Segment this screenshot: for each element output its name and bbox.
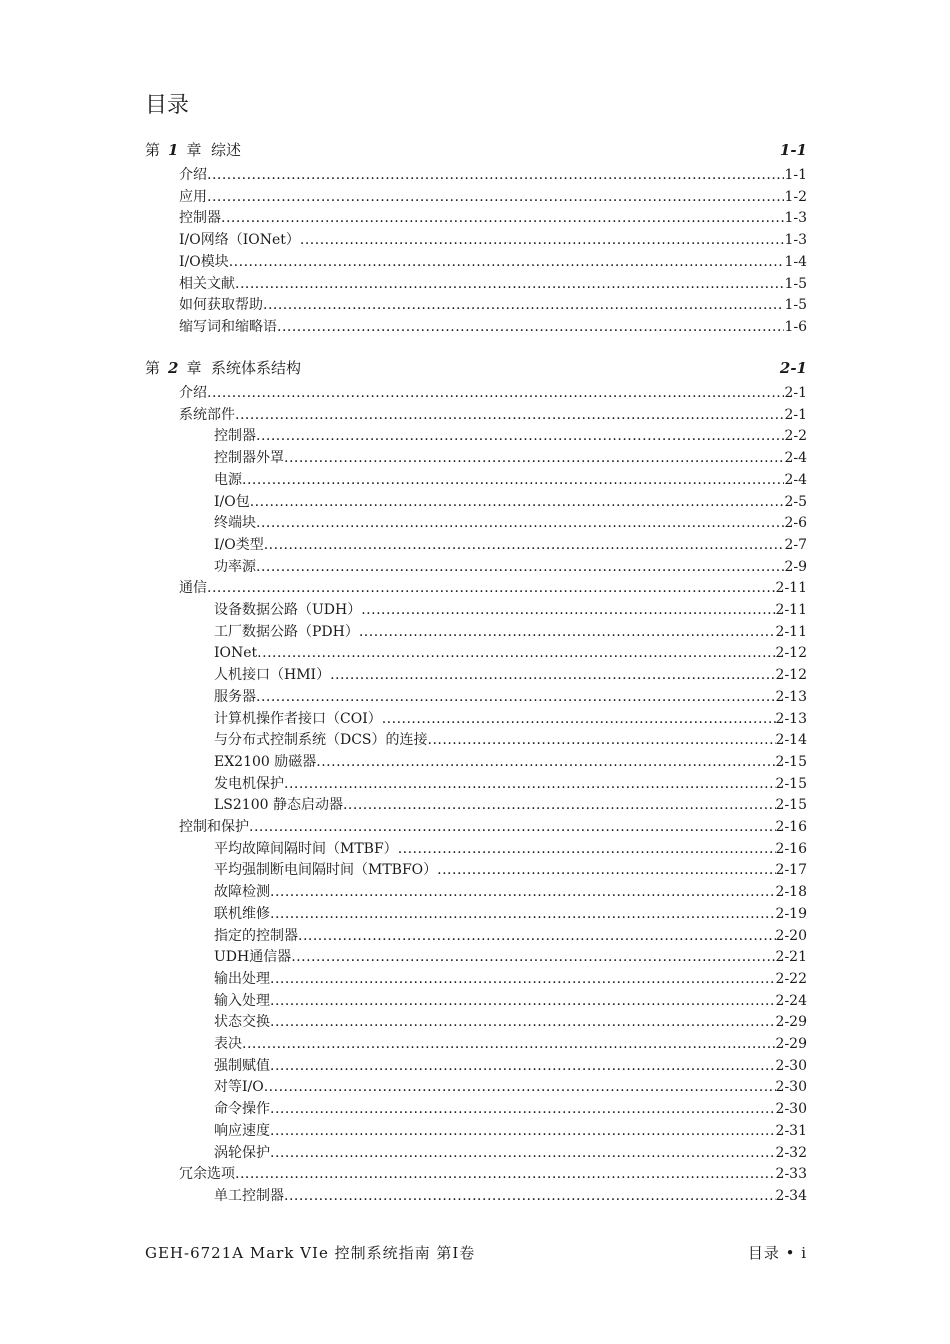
toc-entry[interactable] — [214, 643, 807, 664]
toc-entry-page: 2-29 — [775, 1036, 807, 1052]
dot-leader — [207, 578, 776, 599]
toc-entry-page: 2-24 — [775, 992, 807, 1009]
toc-entry-page: 2-32 — [775, 1144, 807, 1161]
toc-entry[interactable] — [214, 860, 807, 881]
dot-leader — [316, 752, 775, 773]
toc-entry-page: 2-7 — [784, 536, 807, 553]
toc-entry-title: 输入处理 — [214, 992, 270, 1009]
dot-leader — [257, 643, 775, 664]
toc-entry-page: 2-1 — [784, 406, 807, 423]
toc-entry-page: 2-13 — [775, 710, 807, 727]
dot-leader — [229, 252, 785, 273]
toc-entry[interactable] — [214, 709, 807, 730]
toc-entry-page: 2-34 — [775, 1187, 807, 1204]
toc-entry-page: 2-14 — [775, 732, 807, 749]
dot-leader — [270, 1012, 776, 1033]
toc-entry-title: 指定的控制器 — [214, 927, 298, 944]
footer-page-number: 目录 • i — [747, 1244, 807, 1262]
dot-leader — [270, 991, 776, 1012]
dot-leader — [300, 230, 785, 251]
toc-entry-title: 如何获取帮助 — [179, 297, 263, 314]
toc-entry-page: 1-4 — [784, 253, 807, 270]
toc-entry-title: 与分布式控制系统（DCS）的连接 — [214, 732, 428, 749]
toc-entry-title: 故障检测 — [214, 884, 270, 901]
toc-entry-title: EX2100 励磁器 — [214, 753, 317, 770]
chapter-label — [145, 357, 301, 379]
toc-entry-title: 系统部件 — [179, 406, 235, 423]
toc-entry[interactable] — [179, 383, 807, 404]
toc-entry-title: 输出处理 — [214, 970, 270, 987]
toc-entry-page: 2-20 — [775, 927, 807, 944]
dot-leader — [270, 969, 776, 990]
toc-entry-title: 设备数据公路（UDH） — [214, 602, 362, 618]
toc-entry-title: I/O网络（IONet） — [179, 232, 300, 249]
toc-entry[interactable] — [214, 1143, 807, 1164]
dot-leader — [270, 882, 776, 903]
toc-entry-title: 发电机保护 — [214, 775, 284, 792]
toc-entry-page: 2-21 — [775, 949, 807, 966]
toc-entry[interactable] — [214, 665, 807, 686]
toc-entry-page: 2-11 — [775, 602, 807, 618]
toc-entry-page: 1-1 — [784, 167, 807, 183]
toc-entry-page: 2-15 — [775, 775, 807, 792]
toc-entry-title: 应用 — [179, 188, 207, 205]
toc-entry-title: 冗余选项 — [179, 1166, 235, 1183]
toc-entry[interactable] — [214, 1034, 807, 1055]
toc-entry-page: 1-5 — [784, 297, 807, 314]
toc-entry[interactable] — [214, 1012, 807, 1033]
toc-entry-title: I/O包 — [214, 493, 250, 510]
dot-leader — [256, 426, 784, 447]
toc-entry-page: 2-31 — [775, 1122, 807, 1139]
toc-entry-page: 1-3 — [784, 232, 807, 249]
dot-leader — [221, 208, 784, 229]
toc-entry[interactable] — [214, 1121, 807, 1142]
toc-entry-page: 2-16 — [775, 819, 807, 835]
dot-leader — [284, 1186, 776, 1207]
toc-entry-title: 命令操作 — [214, 1101, 270, 1118]
dot-leader — [235, 274, 784, 295]
toc-entry-page: 2-11 — [775, 623, 807, 640]
dot-leader — [207, 383, 784, 404]
toc-entry-page: 2-4 — [784, 471, 807, 488]
dot-leader — [343, 795, 776, 816]
chapter-prefix: 第 — [145, 141, 161, 159]
toc-entry-page: 2-9 — [784, 558, 807, 575]
dot-leader — [428, 730, 776, 751]
toc-title: 目录 — [145, 93, 190, 118]
dot-leader — [242, 470, 784, 491]
chapter-title: 章 综述 — [186, 141, 241, 159]
chapter-prefix: 第 — [145, 359, 161, 377]
chapter-page-number: 1-1 — [779, 141, 807, 159]
toc-entry[interactable] — [179, 252, 807, 273]
footer-document-title: GEH-6721A Mark VIe 控制系统指南 第I卷 — [145, 1244, 476, 1262]
dot-leader — [382, 709, 776, 730]
toc-entry-page: 2-12 — [775, 667, 807, 684]
toc-entry-title: 服务器 — [214, 688, 256, 705]
toc-entry-title: I/O模块 — [179, 253, 229, 270]
dot-leader — [235, 1164, 776, 1185]
toc-entry[interactable] — [214, 535, 807, 556]
toc-entry-title: 介绍 — [179, 385, 207, 401]
toc-entry[interactable] — [214, 492, 807, 513]
toc-entry[interactable] — [214, 904, 807, 925]
toc-entry-title: 控制器 — [214, 428, 256, 445]
toc-entry[interactable] — [214, 448, 807, 469]
toc-entry-page: 1-6 — [784, 318, 807, 335]
toc-entry[interactable] — [179, 578, 807, 599]
toc-entry-title: 人机接口（HMI） — [214, 667, 331, 684]
toc-entry-title: 介绍 — [179, 167, 207, 183]
toc-entry[interactable] — [179, 208, 807, 229]
toc-entry[interactable] — [214, 600, 807, 621]
toc-entry-title: 对等I/O — [214, 1079, 264, 1096]
toc-entry-title: 终端块 — [214, 515, 256, 532]
toc-entry-title: 电源 — [214, 471, 242, 488]
dot-leader — [207, 187, 784, 208]
toc-entry[interactable] — [214, 839, 807, 860]
toc-entry-title: 联机维修 — [214, 905, 270, 922]
toc-entry-page: 2-1 — [784, 385, 807, 401]
toc-entry-page: 2-15 — [775, 753, 807, 770]
dot-leader — [270, 1121, 776, 1142]
toc-entry[interactable] — [179, 817, 807, 838]
toc-entry[interactable] — [179, 295, 807, 316]
toc-entry-page: 2-2 — [784, 428, 807, 445]
dot-leader — [256, 687, 776, 708]
toc-entry-title: 表决 — [214, 1036, 242, 1052]
toc-entry-title: 相关文献 — [179, 275, 235, 292]
chapter-page-number: 2-1 — [779, 359, 807, 377]
dot-leader — [256, 557, 784, 578]
toc-entry-title: 缩写词和缩略语 — [179, 318, 277, 335]
dot-leader — [249, 817, 776, 838]
toc-entry-page: 2-19 — [775, 905, 807, 922]
toc-entry-page: 2-30 — [775, 1057, 807, 1074]
toc-entry[interactable] — [214, 1056, 807, 1077]
toc-entry-title: 控制器外罩 — [214, 450, 284, 467]
dot-leader — [270, 904, 776, 925]
dot-leader — [242, 1034, 776, 1055]
toc-entry[interactable] — [214, 426, 807, 447]
toc-entry-title: LS2100 静态启动器 — [214, 797, 343, 814]
toc-entry[interactable] — [214, 795, 807, 816]
dot-leader — [235, 405, 784, 426]
chapter-number: 2 — [168, 359, 179, 377]
chapter-heading[interactable] — [145, 357, 807, 379]
toc-entry[interactable] — [179, 317, 807, 338]
toc-entry-title: 功率源 — [214, 558, 256, 575]
dot-leader — [277, 317, 784, 338]
chapter-heading[interactable] — [145, 139, 807, 161]
toc-entry[interactable] — [214, 774, 807, 795]
dot-leader — [284, 448, 784, 469]
dot-leader — [291, 947, 775, 968]
toc-entry-page: 2-29 — [775, 1014, 807, 1031]
dot-leader — [250, 492, 785, 513]
toc-entry-title: 计算机操作者接口（COI） — [214, 710, 382, 727]
dot-leader — [270, 1099, 776, 1120]
toc-entry-page: 2-15 — [775, 797, 807, 814]
toc-entry-page: 2-12 — [775, 645, 807, 662]
dot-leader — [264, 535, 785, 556]
toc-entry[interactable] — [214, 991, 807, 1012]
toc-entry[interactable] — [179, 1164, 807, 1185]
toc-entry[interactable] — [179, 187, 807, 208]
dot-leader — [437, 860, 775, 881]
toc-entry-page: 2-16 — [775, 840, 807, 857]
toc-entry-title: 通信 — [179, 580, 207, 597]
toc-entry-page: 1-2 — [784, 188, 807, 205]
toc-entry[interactable] — [214, 1186, 807, 1207]
toc-entry-title: 响应速度 — [214, 1122, 270, 1139]
toc-entry-title: 强制赋值 — [214, 1057, 270, 1074]
toc-entry-page: 2-17 — [775, 862, 807, 879]
dot-leader — [284, 774, 776, 795]
toc-entry[interactable] — [214, 752, 807, 773]
toc-entry[interactable] — [214, 513, 807, 534]
dot-leader — [256, 513, 784, 534]
toc-entry[interactable] — [214, 882, 807, 903]
toc-entry-title: UDH通信器 — [214, 949, 292, 966]
toc-entry-title: 单工控制器 — [214, 1187, 284, 1204]
dot-leader — [270, 1056, 776, 1077]
toc-entry-title: 工厂数据公路（PDH） — [214, 623, 359, 640]
toc-entry-page: 2-6 — [784, 515, 807, 532]
toc-entry[interactable] — [179, 165, 807, 186]
toc-entry[interactable] — [214, 557, 807, 578]
dot-leader — [398, 839, 776, 860]
toc-entry[interactable] — [214, 969, 807, 990]
toc-entry[interactable] — [179, 405, 807, 426]
toc-entry[interactable] — [179, 230, 807, 251]
toc-entry-page: 2-5 — [784, 493, 807, 510]
chapter-label — [145, 139, 241, 161]
toc-entry-page: 2-4 — [784, 450, 807, 467]
toc-entry-title: 涡轮保护 — [214, 1144, 270, 1161]
dot-leader — [263, 295, 784, 316]
toc-entry[interactable] — [214, 730, 807, 751]
dot-leader — [361, 600, 775, 621]
toc-entry[interactable] — [214, 926, 807, 947]
toc-entry-page: 1-5 — [784, 275, 807, 292]
toc-entry[interactable] — [214, 622, 807, 643]
dot-leader — [207, 165, 784, 186]
toc-entry-title: 平均故障间隔时间（MTBF） — [214, 840, 398, 857]
toc-entry-page: 2-30 — [775, 1079, 807, 1096]
toc-entry-page: 2-30 — [775, 1101, 807, 1118]
toc-entry-title: 平均强制断电间隔时间（MTBFO） — [214, 862, 438, 879]
toc-entry-page: 2-33 — [775, 1166, 807, 1183]
dot-leader — [264, 1077, 776, 1098]
toc-entry-title: 控制器 — [179, 210, 221, 227]
toc-entry-title: IONet — [214, 645, 258, 662]
toc-entry[interactable] — [214, 947, 807, 968]
toc-entry-page: 2-18 — [775, 884, 807, 901]
toc-entry-title: 状态交换 — [214, 1014, 270, 1031]
chapter-number: 1 — [168, 141, 179, 159]
dot-leader — [330, 665, 775, 686]
toc-entry-page: 2-13 — [775, 688, 807, 705]
toc-entry[interactable] — [179, 274, 807, 295]
toc-entry-page: 1-3 — [784, 210, 807, 227]
dot-leader — [298, 926, 776, 947]
toc-entry-page: 2-11 — [775, 580, 807, 597]
chapter-title: 章 系统体系结构 — [186, 359, 301, 377]
dot-leader — [359, 622, 776, 643]
toc-entry[interactable] — [214, 687, 807, 708]
toc-entry[interactable] — [214, 1077, 807, 1098]
toc-entry[interactable] — [214, 1099, 807, 1120]
toc-entry-title: 控制和保护 — [179, 819, 249, 835]
dot-leader — [270, 1143, 776, 1164]
toc-entry[interactable] — [214, 470, 807, 491]
toc-entry-page: 2-22 — [775, 970, 807, 987]
toc-entry-title: I/O类型 — [214, 536, 264, 553]
